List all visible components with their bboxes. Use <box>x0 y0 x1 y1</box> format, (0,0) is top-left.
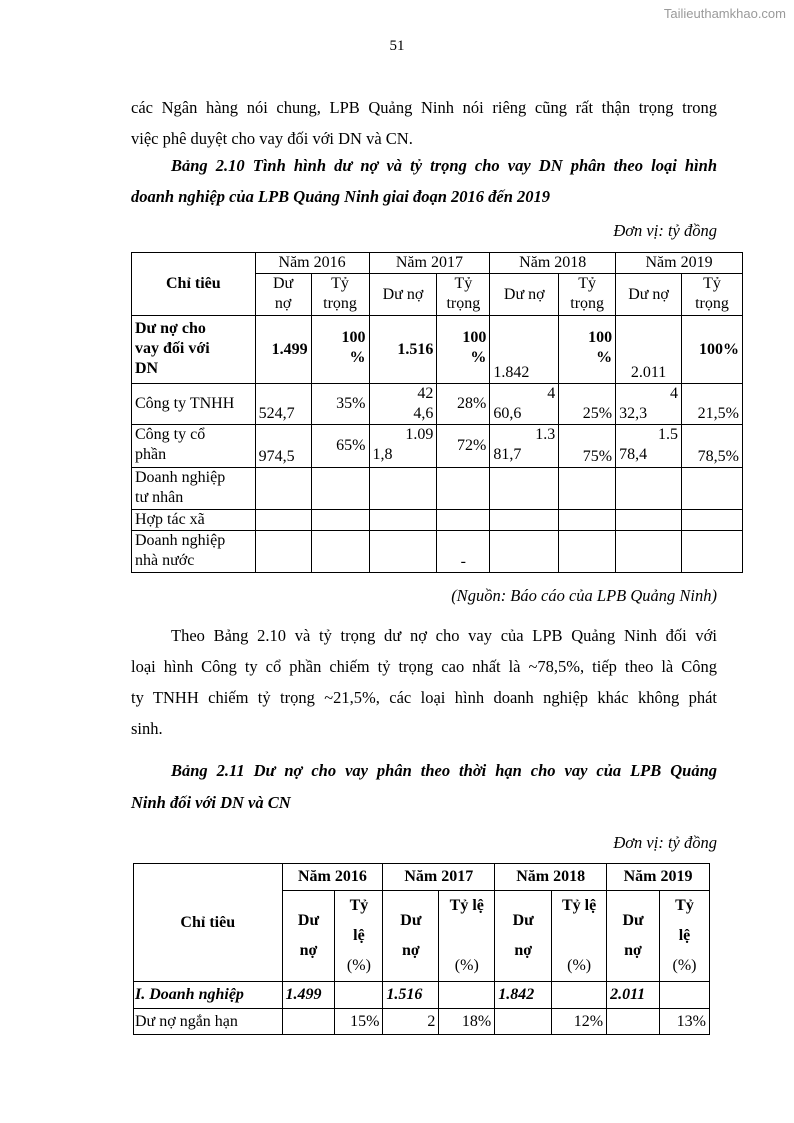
caption-line: Bảng 2.11 Dư nợ cho vay phân theo thời hạn cho vay của LPB Quảng <box>171 761 717 780</box>
year-header: Năm 2018 <box>490 253 616 274</box>
intro-line: việc phê duyệt cho vay đối với DN và CN. <box>131 129 413 148</box>
analysis-line: ty TNHH chiếm tỷ trọng ~21,5%, các loại hình doanh nghiệp khác không phát <box>131 688 717 707</box>
table-row <box>134 1009 710 1035</box>
intro-paragraph <box>131 92 717 154</box>
year-header: Năm 2018 <box>495 864 607 891</box>
cell-percent: 21,5% <box>682 384 743 425</box>
table2-caption <box>131 755 717 819</box>
sub-header-du-no: Dư nợ <box>255 274 311 316</box>
cell-value: 1.516 <box>369 316 437 384</box>
cell-value: 4 32,3 <box>616 384 682 425</box>
sub-header-du-no: Dư nợ <box>383 891 439 982</box>
year-header: Năm 2019 <box>616 253 743 274</box>
row-label: I. Doanh nghiệp <box>134 982 283 1009</box>
cell-value: 1.516 <box>383 982 439 1009</box>
sub-header-ty-le: Tỷ lệ (%) <box>439 891 495 982</box>
sub-header-du-no: Dư nợ <box>607 891 660 982</box>
sub-header-ty-le: Tỷ lệ (%) <box>335 891 383 982</box>
cell-value: 1.5 78,4 <box>616 425 682 468</box>
sub-header-ty-trong: Tỷ trọng <box>311 274 369 316</box>
cell-percent: - <box>437 531 490 573</box>
row-label: Công ty cổ phần <box>132 425 256 468</box>
cell-percent: 100% <box>682 316 743 384</box>
sub-header-ty-le: Tỷ lệ (%) <box>552 891 607 982</box>
table-row <box>132 316 743 384</box>
year-header: Năm 2017 <box>369 253 490 274</box>
cell-value: 1.842 <box>495 982 552 1009</box>
sub-header-du-no: Dư nợ <box>490 274 559 316</box>
cell-percent: 100 % <box>437 316 490 384</box>
cell-percent: 15% <box>335 1009 383 1035</box>
cell-percent: 100 % <box>559 316 616 384</box>
cell-value: 42 4,6 <box>369 384 437 425</box>
cell-value: 2.011 <box>607 982 660 1009</box>
table1-source: (Nguồn: Báo cáo của LPB Quảng Ninh) <box>451 586 717 605</box>
year-header: Năm 2019 <box>607 864 710 891</box>
cell-value: 524,7 <box>255 384 311 425</box>
table-row <box>134 982 710 1009</box>
intro-line: các Ngân hàng nói chung, LPB Quảng Ninh nói riêng cũng rất thận trọng trong <box>131 98 717 117</box>
page-number: 51 <box>389 38 405 54</box>
watermark: Tailieuthamkhao.com <box>663 6 786 21</box>
table-row <box>132 384 743 425</box>
table1-unit: Đơn vị: tỷ đồng <box>613 221 717 240</box>
analysis-line: Theo Bảng 2.10 và tỷ trọng dư nợ cho vay của LPB Quảng Ninh đối với <box>171 626 717 645</box>
table1-caption <box>131 150 717 212</box>
year-header: Năm 2016 <box>255 253 369 274</box>
table-2-11 <box>133 863 710 1035</box>
cell-value: 1.499 <box>255 316 311 384</box>
cell-percent: 72% <box>437 425 490 468</box>
table2-unit: Đơn vị: tỷ đồng <box>613 833 717 852</box>
cell-value: 2.011 <box>616 316 682 384</box>
cell-value: 1.3 81,7 <box>490 425 559 468</box>
cell-percent: 65% <box>311 425 369 468</box>
sub-header-ty-trong: Tỷ trọng <box>437 274 490 316</box>
analysis-paragraph <box>131 620 717 744</box>
cell-value: 1.499 <box>282 982 335 1009</box>
row-label: Dư nợ ngắn hạn <box>134 1009 283 1035</box>
row-label: Hợp tác xã <box>132 510 256 531</box>
row-label: Công ty TNHH <box>132 384 256 425</box>
caption-line: Ninh đối với DN và CN <box>131 793 291 812</box>
analysis-line: sinh. <box>131 719 163 738</box>
sub-header-du-no: Dư nợ <box>369 274 437 316</box>
table-row <box>132 510 743 531</box>
cell-percent: 78,5% <box>682 425 743 468</box>
cell-value: 4 60,6 <box>490 384 559 425</box>
cell-percent: 12% <box>552 1009 607 1035</box>
table-row <box>132 425 743 468</box>
cell-percent: 35% <box>311 384 369 425</box>
sub-header-ty-trong: Tỷ trọng <box>559 274 616 316</box>
cell-percent: 13% <box>660 1009 710 1035</box>
year-header: Năm 2016 <box>282 864 383 891</box>
table-row <box>132 468 743 510</box>
cell-value: 974,5 <box>255 425 311 468</box>
cell-value: 1.842 <box>490 316 559 384</box>
caption-line: doanh nghiệp của LPB Quảng Ninh giai đoạn 2016 đến 2019 <box>131 187 550 206</box>
row-label: Doanh nghiệp nhà nước <box>132 531 256 573</box>
sub-header-du-no: Dư nợ <box>282 891 335 982</box>
cell-percent: 25% <box>559 384 616 425</box>
sub-header-du-no: Dư nợ <box>616 274 682 316</box>
col-header-chi-tieu: Chỉ tiêu <box>132 253 256 316</box>
col-header-chi-tieu: Chỉ tiêu <box>134 864 283 982</box>
cell-percent: 18% <box>439 1009 495 1035</box>
year-header: Năm 2017 <box>383 864 495 891</box>
cell-value: 2 <box>383 1009 439 1035</box>
cell-percent: 100 % <box>311 316 369 384</box>
cell-percent: 28% <box>437 384 490 425</box>
sub-header-du-no: Dư nợ <box>495 891 552 982</box>
cell-percent: 75% <box>559 425 616 468</box>
row-label: Dư nợ cho vay đối với DN <box>132 316 256 384</box>
analysis-line: loại hình Công ty cổ phần chiếm tỷ trọng cao nhất là ~78,5%, tiếp theo là Công <box>131 657 717 676</box>
row-label: Doanh nghiệp tư nhân <box>132 468 256 510</box>
cell-value: 1.09 1,8 <box>369 425 437 468</box>
caption-line: Bảng 2.10 Tình hình dư nợ và tỷ trọng cho vay DN phân theo loại hình <box>171 156 717 175</box>
table-row <box>132 531 743 573</box>
sub-header-ty-trong: Tỷ trọng <box>682 274 743 316</box>
table-2-10 <box>131 252 743 573</box>
sub-header-ty-le: Tỷ lệ (%) <box>660 891 710 982</box>
